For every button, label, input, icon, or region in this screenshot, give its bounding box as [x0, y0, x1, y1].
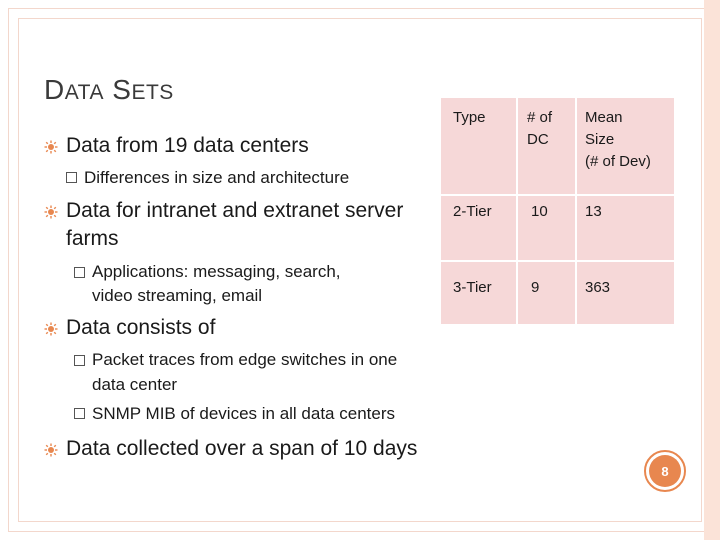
sub-bullet-text: SNMP MIB of devices in all data centers: [92, 404, 395, 423]
table-divider: [516, 98, 518, 324]
table-cell: 13: [585, 203, 602, 220]
table-divider: [441, 194, 674, 196]
right-accent-strip: [704, 0, 720, 540]
table-header-dc: # of: [527, 109, 553, 126]
slide-title: DATA SETS: [44, 74, 174, 105]
data-center-table: [441, 98, 674, 324]
checkbox-icon: [74, 355, 85, 366]
checkbox-icon: [66, 172, 77, 183]
sub-bullet-text-continued: data center: [92, 375, 178, 394]
table-divider: [441, 260, 674, 262]
sun-bullet-icon: [44, 140, 58, 154]
table-header-mean-size: Mean: [585, 109, 623, 126]
checkbox-icon: [74, 408, 85, 419]
sun-bullet-icon: [44, 205, 58, 219]
page-number-badge: [644, 450, 686, 492]
table-divider: [575, 98, 577, 324]
table-header-mean-size-continued: Size: [585, 131, 615, 148]
bullet-text: Data for intranet and extranet server: [66, 199, 404, 222]
table-cell: 10: [531, 203, 548, 220]
table-cell: 3-Tier: [453, 279, 492, 296]
checkbox-icon: [74, 267, 85, 278]
table-cell: 363: [585, 279, 611, 296]
sub-bullet-text-continued: video streaming, email: [92, 286, 263, 305]
sub-bullet-text: Applications: messaging, search,: [92, 262, 341, 281]
page-number: 8: [661, 463, 669, 479]
sub-bullet-text: Packet traces from edge switches in one: [92, 350, 398, 369]
sun-bullet-icon: [44, 443, 58, 457]
sub-bullet-text: Differences in size and architecture: [84, 168, 350, 187]
table-header-type: Type: [453, 109, 486, 126]
bullet-text: Data consists of: [66, 316, 216, 339]
bullet-text-continued: farms: [66, 227, 119, 250]
table-cell: 2-Tier: [453, 203, 492, 220]
sun-bullet-icon: [44, 322, 58, 336]
table-cell: 9: [531, 279, 540, 296]
bullet-text: Data collected over a span of 10 days: [66, 437, 418, 460]
table-header-dc-continued: DC: [527, 131, 549, 148]
bullet-text: Data from 19 data centers: [66, 134, 309, 157]
table-header-mean-size-continued: (# of Dev): [585, 153, 651, 170]
